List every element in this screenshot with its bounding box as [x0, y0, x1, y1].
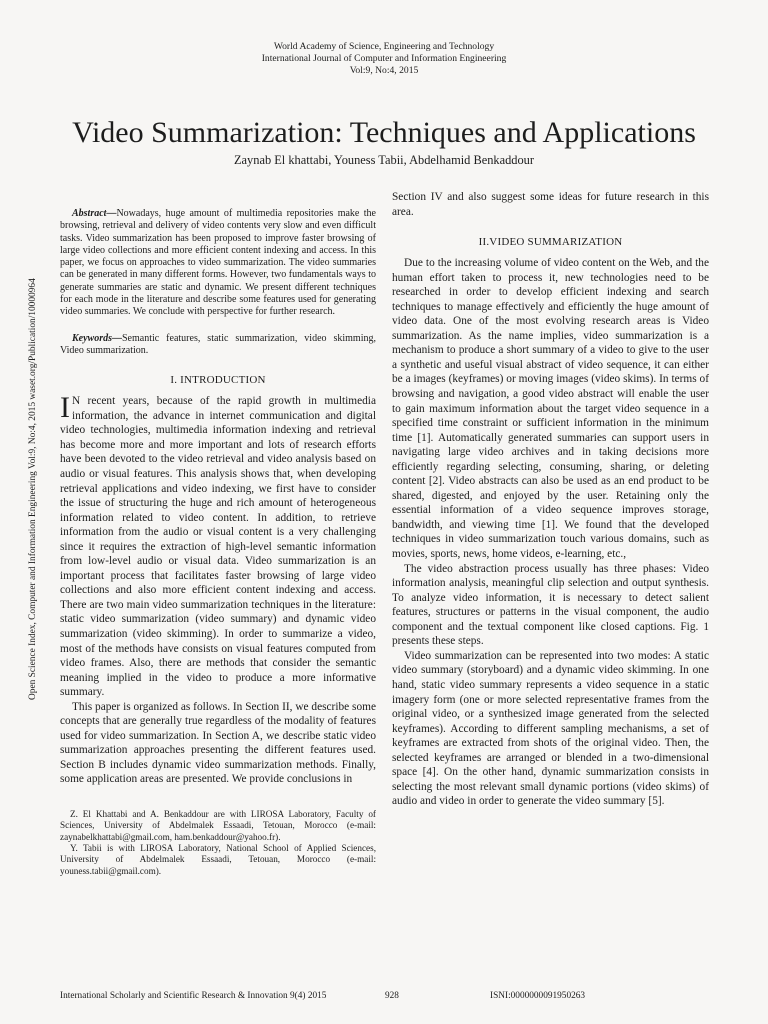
footnote-2: Y. Tabii is with LIROSA Laboratory, National School of Applied Sciences, University of Abdelmalek Essaadi, Tetouan, Morocco (e-mail: youness.tabii@gmail.com). — [60, 842, 376, 876]
section-heading-introduction: I. INTRODUCTION — [170, 374, 266, 387]
journal-header — [0, 41, 768, 77]
intro-paragraph-2: This paper is organized as follows. In Section II, we describe some concepts that are generally true regardless of the modality of features used for video summarization. In Section A, we describe static video summarization approaches presenting the different features used. Section B includes dynamic video summarization methods. Finally, some application areas are presented. We provide conclusions in — [60, 700, 376, 786]
right-column — [392, 190, 709, 809]
conclusion-continuation: Section IV and also suggest some ideas for future research in this area. — [392, 191, 709, 218]
keywords — [60, 333, 376, 358]
summarization-paragraph-1: Due to the increasing volume of video content on the Web, and the human effort taken to process it, new technologies need to be researched in order to develop efficient indexing and search techniques to manage effectively and efficiently the huge amount of video data. One of the most evolving research areas is Video summarization. As the name implies, video summarization is a mechanism to produce a short summary of a video to give to the user a synthetic and useful visual abstract of video sequence, it can either be a images (keyframes) or moving images (video skims). In terms of browsing and navigation, a good video abstract will enable the user to gain maximum information about the target video sequence in a specified time constraint or sufficient information in the minimum time [1]. Automatically generated summaries can support users in navigating large video archives and in taking decisions more efficiently regarding selecting, consuming, sharing, or deleting content [2]. Video abstracts can also be used as an end product to be shared, digested, and enjoyed by the user. Retaining only the essential information of a video sequence improves storage, bandwidth, and viewing time [1]. We found that the developed techniques in video summarization touch various domains, such as movies, sports, news, home videos, e-learning, etc., — [392, 257, 709, 561]
side-citation: Open Science Index, Computer and Information Engineering Vol:9, No:4, 2015 waset.org/Publication/10000964 — [28, 278, 38, 700]
abstract-text: Nowadays, huge amount of multimedia repositories make the browsing, retrieval and delivery of video contents very slow and even difficult tasks. Video summarization has been proposed to improve faster browsing of large video collections and more efficient content indexing and access. In this paper, we focus on approaches to video summarization. The video summaries can be generated in many different forms. However, two fundamentals ways to generate summaries are static and dynamic. We present different techniques for each mode in the literature and describe some features used for generating video summaries. We conclude with perspective for further research. — [60, 208, 376, 318]
summarization-paragraph-3: Video summarization can be represented into two modes: A static video summary (storyboard) and a dynamic video skimming. In one hand, static video summary represents a video sequence in a static imagery form (one or more selected representative frames from the original video, or a synthesized image generated from the selected keyframes). According to different sampling mechanisms, a set of keyframes are extracted from shots of the original video. Then, the selected keyframes are arranged or blended in a two-dimensional space [4]. On the other hand, dynamic summarization consists in selecting the most relevant small dynamic portions (video skims) of audio and video in order to generate the video summary [5]. — [392, 649, 709, 808]
paper-authors: Zaynab El khattabi, Youness Tabii, Abdelhamid Benkaddour — [233, 153, 535, 167]
keywords-text: Semantic features, static summarization, video skimming, Video summarization. — [60, 332, 376, 356]
left-column — [60, 190, 376, 877]
abstract-label: Abstract— — [72, 208, 117, 219]
footer-publisher: International Scholarly and Scientific Research & Innovation 9(4) 2015 — [60, 991, 327, 1001]
keywords-label: Keywords— — [72, 332, 122, 344]
paper-title: Video Summarization: Techniques and Applications — [72, 116, 696, 149]
journal-name: World Academy of Science, Engineering and Technology — [273, 41, 495, 52]
drop-cap: I — [60, 391, 70, 425]
abstract — [60, 208, 376, 319]
footnote-1: Z. El Khattabi and A. Benkaddour are with LIROSA Laboratory, Faculty of Sciences, University of Abdelmalek Essaadi, Tetouan, Morocco (e-mail: zaynabelkhattabi@gmail.com, ham.benkaddour@yahoo.fr). — [60, 809, 376, 842]
footer-isni: ISNI:0000000091950263 — [490, 991, 586, 1001]
page-number: 928 — [385, 991, 399, 1001]
summarization-paragraph-2: The video abstraction process usually has three phases: Video information analysis, meaningful clip selection and output synthesis. To analyze video information, it is necessary to detect salient features, structures or patterns in the visual component, the audio component and the textual component like closed captions. Fig. 1 presents these steps. — [392, 562, 709, 648]
section-heading-video-summarization: II.VIDEO SUMMARIZATION — [478, 236, 623, 249]
journal-volume: Vol:9, No:4, 2015 — [349, 65, 419, 76]
journal-subtitle: International Journal of Computer and Information Engineering — [261, 53, 507, 64]
intro-paragraph-1: I N recent years, because of the rapid growth in multimedia information, the advance in internet communication and digital video technologies, multimedia information indexing and retrieval has become more and more important and lots of research efforts have been devoted to the video retrieval and video analysis based on audio or visual features. This analysis shows that, when developing retrieval applications and video indexing, we first have to consider the issue of structuring the huge and rich amount of heterogeneous information related to video content. In addition, to retrieve information from the audio or visual content is a very challenging since it requires the extraction of high-level semantic information from low-level audio or visual data. Video summarization is an important process that facilitates faster browsing of large video collections and also more efficient content indexing and access. There are two main video summarization techniques in the literature: static video summarization (video summary) and dynamic video summarization (video skimming). In order to summarize a video, most of the methods have consists on visual features computed from video frames. Also, there are methods that consider the semantic meaning implied in the video to produce a more informative summary. — [60, 391, 376, 699]
